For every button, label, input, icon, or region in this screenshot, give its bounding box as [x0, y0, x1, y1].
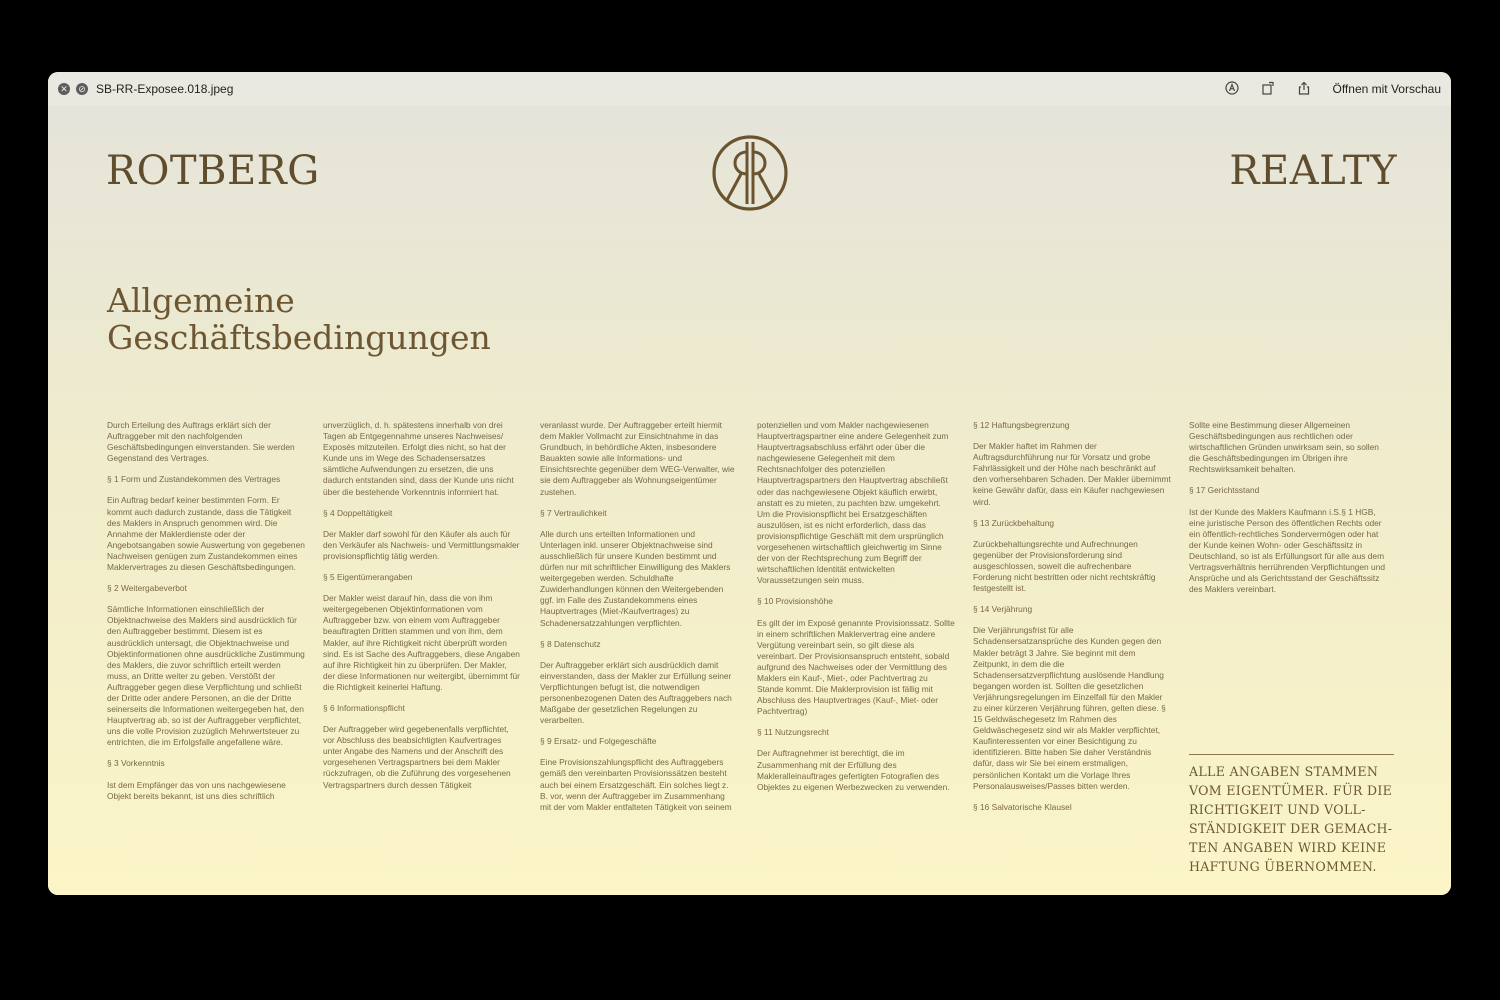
section-heading: § 17 Gerichtsstand	[1189, 485, 1260, 496]
terms-column-5	[973, 420, 1171, 823]
close-icon[interactable]: ✕	[58, 83, 70, 95]
terms-column-1	[107, 420, 305, 812]
minimize-icon[interactable]: ⊘	[76, 83, 88, 95]
paragraph: Es gilt der im Exposé genannte Provisionssatz. Sollte in einem schriftlichen Maklervertrag eine andere Vergütung vereinbart sein, so gilt diese als vereinbart. Der Provisionsanspruch entsteht, sobald aufgrund des Nachweises oder der Vermittlung des Maklers ein Kauf-, Miet-, oder Pachtvertrag zu Stande kommt. Die Maklerprovision ist fällig mit Abschluss des Hauptvertrages (Kauf-, Miet- oder Pachtvertrag)	[757, 617, 955, 717]
disclaimer-divider	[1189, 754, 1394, 755]
paragraph: potenziellen und vom Makler nachgewiesenen Hauptvertragspartner eine andere Gelegenheit zum Hauptvertragsabschluss erfährt oder über die nachgewiesene Gelegenheit mit dem Rechtsnachfolger des potenziellen Hauptvertragspartners den Hauptvertrag abschließt oder das nachgewiesene Objekt käuflich erwirbt, anstatt es zu mieten, zu pachten bzw. umgekehrt. Um die Provisionspflicht bei Ersatzgeschäften auszulösen, ist es nicht erforderlich, dass das provisionspflichtige Geschäft mit dem ursprünglich vorgesehenen wirtschaftlich gleichwertig im Sinne der von der Rechtsprechung zum Begriff der wirtschaftlichen Identität entwickelten Voraussetzungen sein muss.	[757, 420, 949, 586]
paragraph: Alle durch uns erteilten Informationen und Unterlagen inkl. unserer Objektnachweise sind ausschließlich für unsere Kunden bestimmt und dürfen nur mit schriftlicher Einwilligung des Maklers weitergegeben werden. Schuldhafte Zuwiderhandlungen können den Weitergebenden ggf. im Falle des Zustandekommens eines Hauptvertrages (Miet-/Kaufvertrages) zu Schadenersatzzahlungen verpflichten.	[540, 528, 731, 628]
title-line-1: Allgemeine	[107, 281, 295, 320]
section-heading: § 4 Doppeltätigkeit	[323, 507, 393, 518]
section-heading: § 2 Weitergabeverbot	[107, 583, 187, 594]
rotate-icon[interactable]	[1260, 81, 1276, 98]
paragraph: Der Makler weist darauf hin, dass die von ihm weitergegebenen Objektinformationen vom Auftraggeber bzw. von einem vom Auftraggeber beauftragten Dritten stammen und von ihm, dem Makler, auf ihre Richtigkeit nicht überprüft worden sind. Es ist Sache des Auftraggebers, diese Angaben auf ihre Richtigkeit hin zu überprüfen. Der Makler, der diese Informationen nur weitergibt, übernimmt für die Richtigkeit keinerlei Haftung.	[323, 593, 520, 692]
section-heading: § 13 Zurückbehaltung	[973, 517, 1055, 528]
paragraph: unverzüglich, d. h. spätestens innerhalb von drei Tagen ab Entgegennahme unseres Nachweises/ Exposés mitzuteilen. Erfolgt dies nicht, so hat der Kunde uns im Wege des Schadensersatzes sämtliche Aufwendungen zu ersetzen, die uns dadurch entstanden sind, dass der Kunde uns nicht über die bestehende Vorkenntnis informiert hat.	[323, 420, 514, 497]
section-heading: § 12 Haftungsbegrenzung	[973, 420, 1070, 430]
paragraph: Zurückbehaltungsrechte und Aufrechnungen gegenüber der Provisionsforderung sind ausgeschlossen, soweit die aufrechenbare Forderung nicht bestritten oder nicht rechtskräftig festgestellt ist.	[973, 538, 1156, 594]
monogram-logo	[711, 134, 789, 212]
paragraph: Ist dem Empfänger das von uns nachgewiesene Objekt bereits bekannt, ist uns dies schriftlich	[107, 779, 286, 801]
paragraph: Die Verjährungsfrist für alle Schadensersatzansprüche des Kunden gegen den Makler beträgt 3 Jahre. Sie beginnt mit dem Zeitpunkt, in dem die die Schadensersatzverpflichtung auslösende Handlung begangen worden ist. Sollten die gesetzlichen Verjährungsregelungen im Einzelfall für den Makler zu einer kürzeren Verjährung führen, gelten diese. § 15 Geldwäschegesetz Im Rahmen des Geldwäschegesetz sind wir als Makler verpflichtet, Kaufinteressenten vor einer Besichtigung zu identifizieren. Bitte haben Sie daher Verständnis dafür, dass wir Sie bei einem erstmaligen, persönlichen Kontakt um die Vorlage Ihres Personalausweises/Passes bitten werden.	[973, 625, 1166, 791]
toolbar	[1224, 72, 1441, 106]
paragraph: Sämtliche Informationen einschließlich der Objektnachweise des Maklers sind ausdrücklich für den Auftraggeber bestimmt. Diesem ist es ausdrücklich untersagt, die Objektnachweise und Objektinformationen ohne ausdrückliche Zustimmung des Maklers, die zuvor schriftlich erteilt werden muss, an Dritte weiter zu geben. Verstößt der Auftraggeber gegen diese Verpflichtung und schließt der Dritte oder andere Personen, an die der Dritte seinerseits die Informationen weitergegeben hat, den Hauptvertrag ab, so ist der Auftraggeber verpflichtet, uns die volle Provision zuzüglich Mehrwertsteuer zu entrichten, die im Erfolgsfalle angefallene wäre.	[107, 604, 305, 748]
paragraph: Ist der Kunde des Maklers Kaufmann i.S.§ 1 HGB, eine juristische Person des öffentlichen Rechts oder ein öffentlich-rechtliches Sondervermögen oder hat der Kunde keinen Wohn- oder Geschäftssitz in Deutschland, so ist als Erfüllungsort für alle aus dem Vertragsverhältnis herrührenden Verpflichtungen und Ansprüche und als Gerichtsstand der Geschäftssitz des Maklers vereinbart.	[1189, 506, 1386, 595]
brand-right: REALTY	[1229, 148, 1397, 194]
window-title: SB-RR-Exposee.018.jpeg	[96, 82, 234, 96]
disclaimer-text: ALLE ANGABEN STAMMEN VOM EIGENTÜMER. FÜR DIE RICHTIGKEIT UND VOLL-STÄNDIGKEIT DER GEMACH-TEN ANGABEN WIRD KEINE HAFTUNG ÜBERNOMMEN.	[1189, 764, 1393, 874]
section-heading: § 8 Datenschutz	[540, 638, 601, 649]
open-with-preview-button[interactable]: Öffnen mit Vorschau	[1332, 82, 1441, 96]
terms-column-3	[540, 420, 738, 823]
section-heading: § 5 Eigentümerangaben	[323, 572, 413, 583]
terms-column-6	[1189, 420, 1387, 605]
paragraph: veranlasst wurde. Der Auftraggeber erteilt hiermit dem Makler Vollmacht zur Einsichtnahme in das Grundbuch, in behördliche Akten, insbesondere Bauakten sowie alle Informations- und Einsichtsrechte gegenüber dem WEG-Verwalter, wie sie dem Auftraggeber als Wohnungseigentümer zustehen.	[540, 420, 735, 497]
section-heading: § 14 Verjährung	[973, 604, 1033, 615]
section-heading: § 3 Vorkenntnis	[107, 758, 165, 769]
page-title	[107, 282, 707, 356]
paragraph: Der Makler haftet im Rahmen der Auftragsdurchführung nur für Vorsatz und grobe Fahrlässigkeit und der Höhe nach beschränkt auf den vorhersehbaren Schaden. Der Makler übernimmt keine Gewähr dafür, dass ein Käufer nachgewiesen wird.	[973, 441, 1171, 507]
paragraph: Durch Erteilung des Auftrags erklärt sich der Auftraggeber mit den nachfolgenden Geschäftsbedingungen einverstanden. Sie werden Gegenstand des Vertrages.	[107, 420, 295, 464]
share-icon[interactable]	[1296, 81, 1312, 98]
title-line-2: Geschäftsbedingungen	[107, 318, 491, 357]
section-heading: § 11 Nutzungsrecht	[757, 727, 830, 738]
section-heading: § 10 Provisionshöhe	[757, 596, 833, 607]
section-heading: § 1 Form und Zustandekommen des Vertrages	[107, 474, 281, 485]
quicklook-window	[48, 72, 1451, 895]
terms-column-2	[323, 420, 521, 801]
paragraph: Der Makler darf sowohl für den Käufer als auch für den Verkäufer als Nachweis- und Vermittlungsmakler provisionspflichtig tätig werden.	[323, 528, 520, 561]
markup-icon[interactable]	[1224, 81, 1240, 98]
paragraph: Der Auftraggeber wird gegebenenfalls verpflichtet, vor Abschluss des beabsichtigten Kaufvertrages unter Angabe des Namens und der Anschrift des vorgesehenen Vertragspartners bei dem Makler rückzufragen, ob die Zuführung des vorgesehenen Vertragspartners durch dessen Tätigkeit	[323, 724, 511, 790]
paragraph: Sollte eine Bestimmung dieser Allgemeinen Geschäftsbedingungen aus rechtlichen oder wirtschaftlichen Gründen unwirksam sein, so sollen die Geschäftsbedingungen im Übrigen ihre Rechtswirksamkeit behalten.	[1189, 420, 1379, 475]
section-heading: § 9 Ersatz- und Folgegeschäfte	[540, 736, 657, 747]
paragraph: Der Auftraggeber erklärt sich ausdrücklich damit einverstanden, dass der Makler zur Erfüllung seiner Verpflichtungen befugt ist, die notwendigen personenbezogenen Daten des Auftraggebers nach Maßgabe der gesetzlichen Regelungen zu verarbeiten.	[540, 659, 732, 726]
section-heading: § 6 Informationspflicht	[323, 702, 405, 713]
document-page	[48, 106, 1451, 895]
section-heading: § 16 Salvatorische Klausel	[973, 801, 1072, 812]
brand-left: ROTBERG	[106, 148, 320, 194]
paragraph: Der Auftragnehmer ist berechtigt, die im Zusammenhang mit der Erfüllung des Makleralleinauftrages gefertigten Fotografien des Objektes zu eigenen Werbezwecken zu verwenden.	[757, 748, 950, 792]
section-heading: § 7 Vertraulichkeit	[540, 507, 607, 518]
title-bar	[48, 72, 1451, 106]
paragraph: Ein Auftrag bedarf keiner bestimmten Form. Er kommt auch dadurch zustande, dass die Tätigkeit des Maklers in Anspruch genommen wird. Die Annahme der Maklerdienste oder der Angebotsangaben sowie Auswertung von gegebenen Nachweisen genügen zum Zustandekommen eines Maklervertrages zu diesen Geschäftsbedingungen.	[107, 495, 305, 573]
paragraph: Eine Provisionszahlungspflicht des Auftraggebers gemäß den vereinbarten Provisionssätzen besteht auch bei einem Ersatzgeschäft. Ein solches liegt z. B. vor, wenn der Auftraggeber im Zusammenhang mit der vom Makler entfalteten Tätigkeit von seinem	[540, 757, 732, 812]
terms-column-4	[757, 420, 955, 803]
